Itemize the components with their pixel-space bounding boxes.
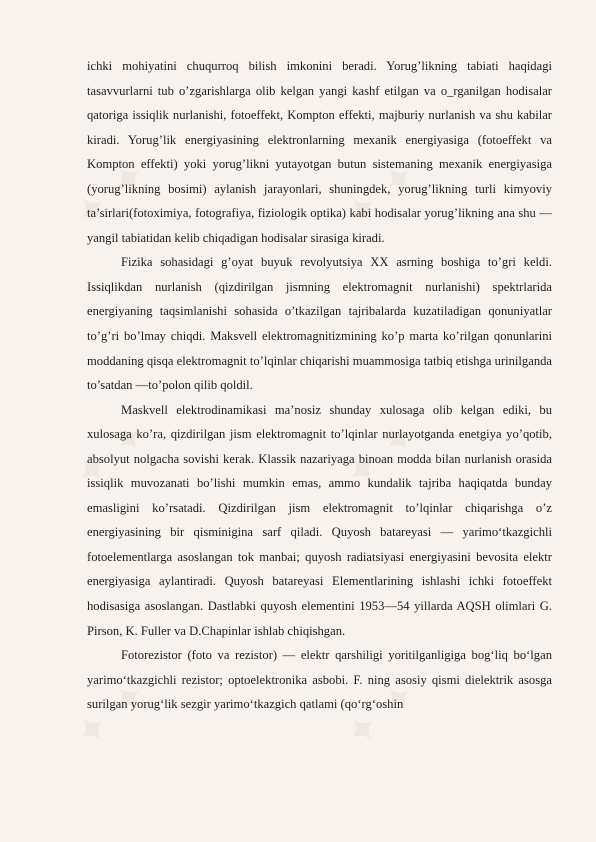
paragraph: Maskvell elektrodinamikasi ma’nosiz shunday xulosaga olib kelgan ediki, bu xulosaga ko’ra, qizdirilgan jism elektromagnit to’lqinlar nurlayotganda enetgiya yo’qotib, absolyut nolgacha sovishi kerak. Klassik nazariyaga binoan modda bilan nurlanish orasida issiqlik muvozanati bo’lishi mumkin emas, ammo kundalik tajriba haqiqatda bunday emasligini ko’rsatadi. Qizdirilgan jism elektromagnit to’lqinlar chiqarishga o’z energiyasining bir qisminigina sarf qiladi. Quyosh batareyasi — yarimo‘tkazgichli fotoelementlarga asoslangan tok manbai; quyosh radiatsiyasi energiyasini bevosita elektr energiyasiga aylantiradi. Quyosh batareyasi Elementlarining ishlashi ichki fotoeffekt hodisasiga asoslangan. Dastlabki quyosh elementini 1953—54 yillarda AQSH olimlari G. Pirson, K. Fuller va D.Chapinlar ishlab chiqishgan.	[87, 402, 552, 638]
paragraph: Fotorezistor (foto va rezistor) — elektr qarshiligi yoritilganligiga bog‘liq bo‘lgan yarimo‘tkazgichli rezistor; optoelektronika asbobi. F. ning asosiy qismi dielektrik asosga surilgan yorug‘lik sezgir yarimo‘tkazgich qatlami (qo‘rg‘oshin	[87, 648, 552, 712]
svg-text:✦ ✦: ✦ ✦	[65, 151, 158, 240]
svg-text:✦ ✦: ✦ ✦	[65, 411, 158, 500]
body-text	[87, 54, 552, 717]
svg-text:✦ ✦: ✦ ✦	[335, 411, 428, 500]
paragraph: Fizika sohasidagi g’oyat buyuk revolyutsiya XX asrning boshiga to’gri keldi. Issiqlikdan nurlanish (qizdirilgan jismning elektromagnit nurlanishi) spektrlarida energiyaning taqsimlanishi sohasida o’tkazilgan tajribalarda kuzatiladigan qonuniyatlar to’g’ri bo’lmay chiqdi. Maksvell elektromagnitizmining ko’p marta ko’rilgan qonunlarini moddaning qisqa elektromagnit to’lqinlar chiqarishi muammosiga tatbiq etishga urinilganda to’satdan —to’polon qilib qoldil.	[87, 255, 552, 393]
svg-text:✦ ✦: ✦ ✦	[335, 151, 428, 240]
svg-text:✦ ✦: ✦ ✦	[65, 671, 158, 760]
paragraph: ichki mohiyatini chuqurroq bilish imkonini beradi. Yorug’likning tabiati haqidagi tasavvurlarni tub o’zgarishlarga olib kelgan yangi kashf etilgan va o_rganilgan hodisalar qatoriga issiqlik nurlanishi, fotoeffekt, Kompton effekti, majburiy nurlanish va shu kabilar kiradi. Yorug’lik energiyasining elektronlarning mexanik energiyasiga (fotoeffekt va Kompton effekti) yoki yorug’likni yutayotgan butun sistemaning mexanik energiyasiga (yorug’likning bosimi) aylanish jarayonlari, shuningdek, yorug’likning turli kimyoviy ta’sirlari(fotoximiya, fotografiya, fiziologik optika) kabi hodisalar yorug’likning ana shu —yangil tabiatidan kelib chiqadigan hodisalar sirasiga kiradi.	[87, 59, 552, 245]
svg-text:✦ ✦: ✦ ✦	[335, 671, 428, 760]
